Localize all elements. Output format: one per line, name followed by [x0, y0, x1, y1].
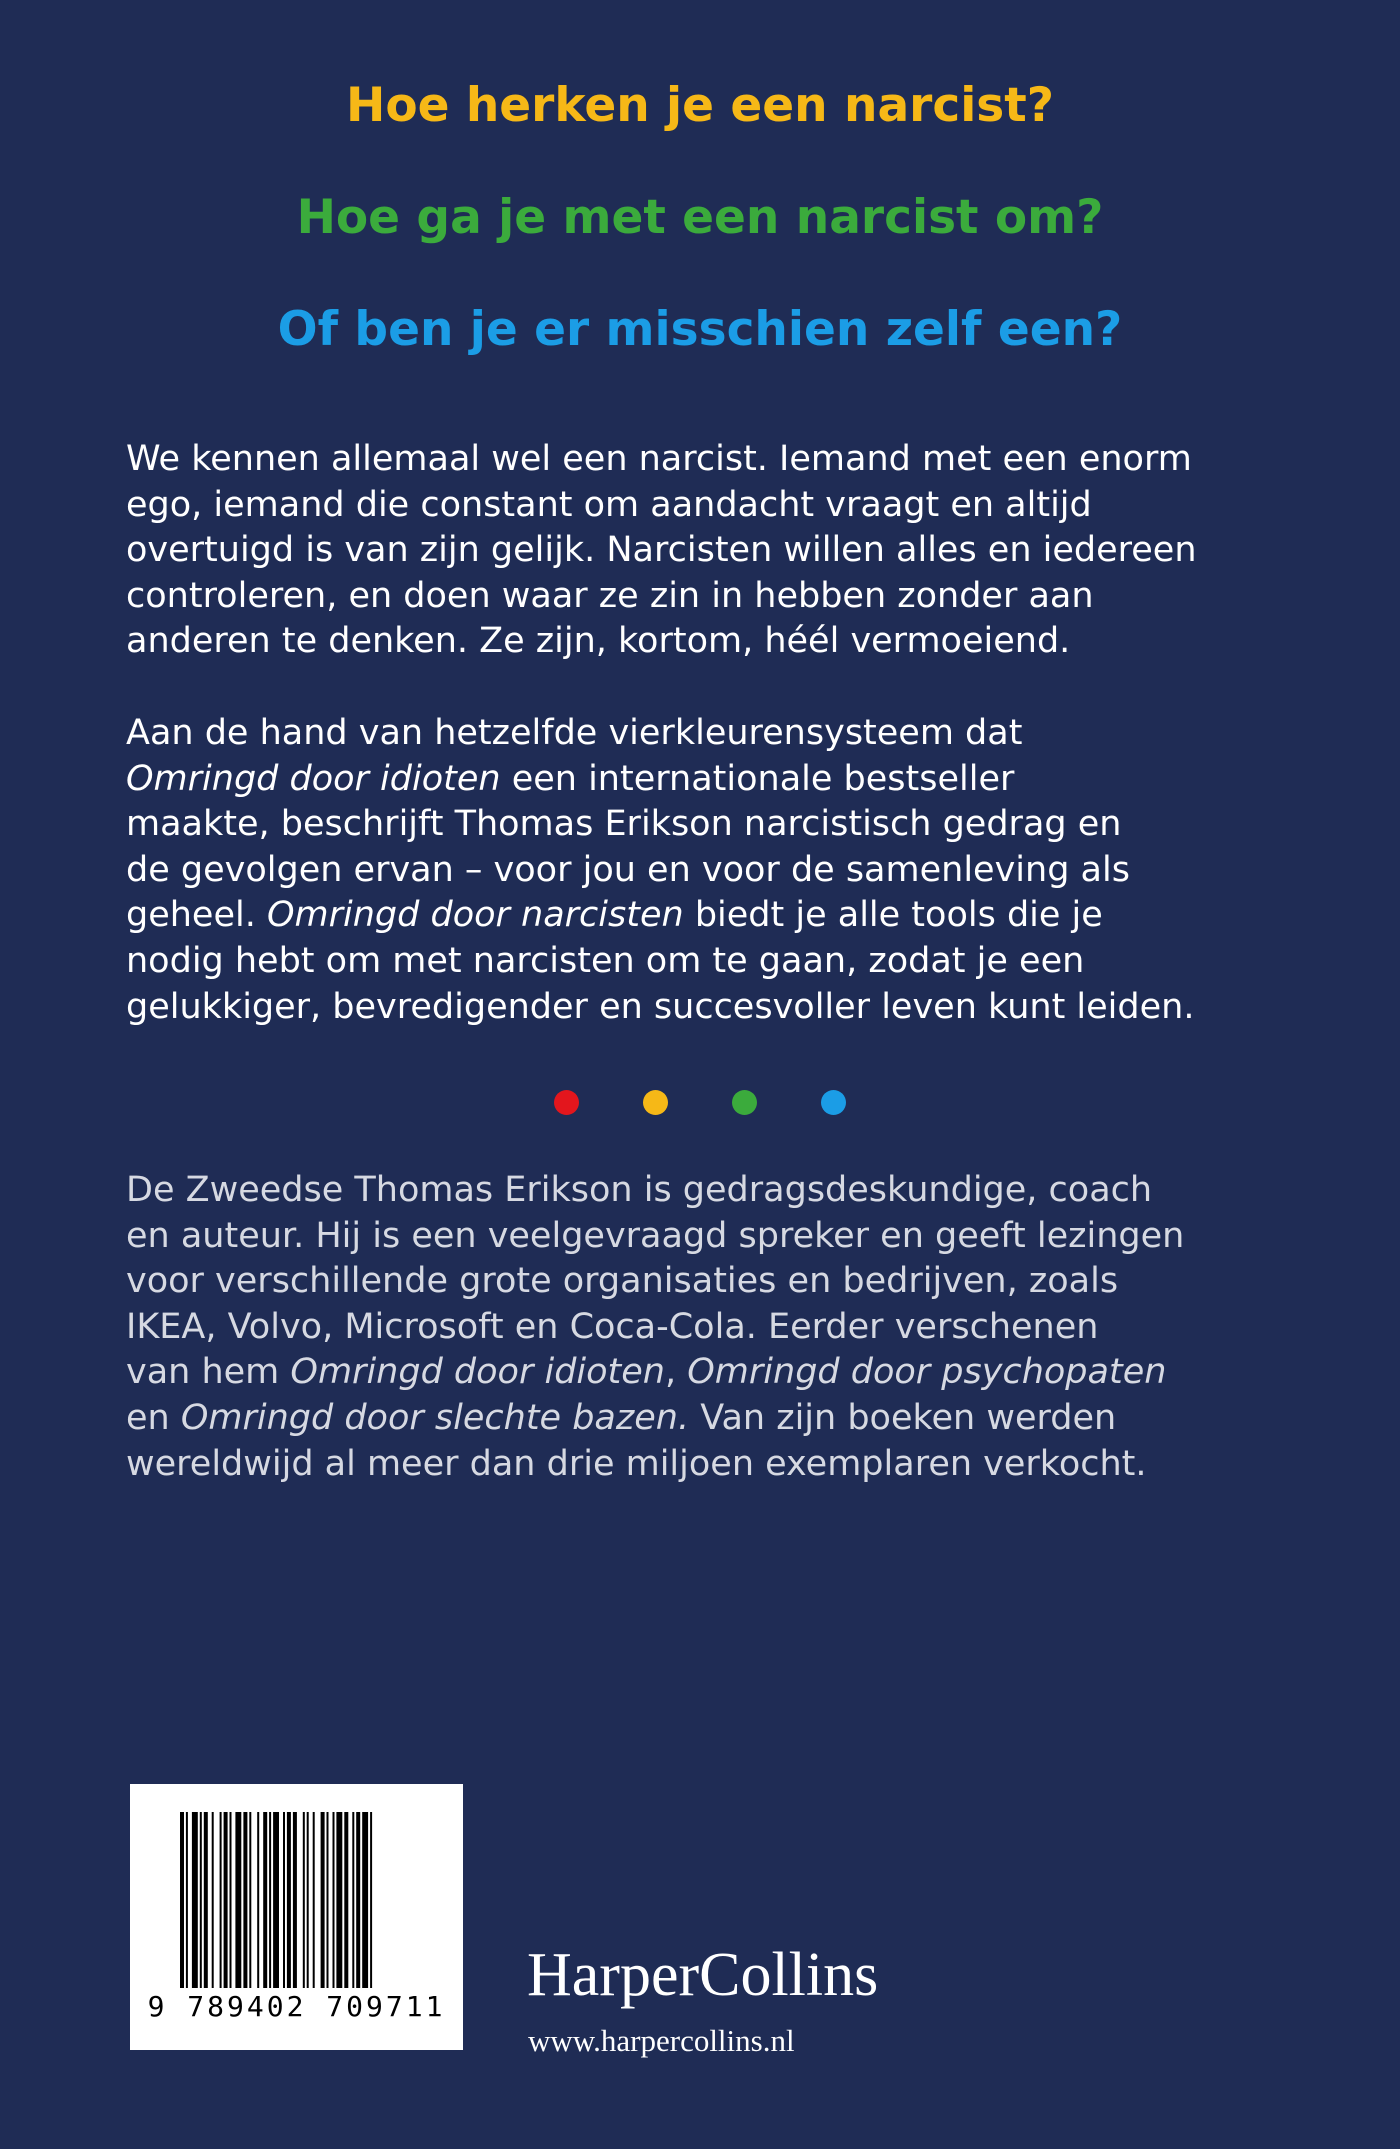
- bio-line: [126, 1350, 1286, 1396]
- barcode-bar: [321, 1812, 325, 1988]
- intro-line: overtuigd is van zijn gelijk. Narcisten willen alles en iedereen: [126, 530, 1197, 571]
- book-title-italic: Omringd door psychopaten: [687, 1352, 1167, 1393]
- bio-line: De Zweedse Thomas Erikson is gedragsdeskundige, coach: [126, 1170, 1153, 1210]
- barcode-bar: [303, 1812, 305, 1988]
- bio-text: en: [126, 1397, 181, 1438]
- bio-text: ,: [664, 1352, 688, 1393]
- barcode-bar: [307, 1812, 309, 1988]
- barcode-bar: [186, 1812, 188, 1988]
- barcode-bar: [362, 1812, 368, 1988]
- publisher-logo: HarperCollins: [527, 1941, 879, 2009]
- bio-line: [126, 1396, 1286, 1442]
- yellow-dot: [643, 1090, 668, 1115]
- book-title-italic: Omringd door idioten: [126, 758, 501, 799]
- barcode-bar: [352, 1812, 354, 1988]
- isbn-number: 9 789402 709711: [147, 1990, 446, 2023]
- book-title-italic: Omringd door slechte bazen.: [180, 1397, 690, 1438]
- description-line: maakte, beschrijft Thomas Erikson narcistisch gedrag en: [126, 804, 1122, 845]
- barcode-bar: [257, 1812, 259, 1988]
- barcode-bar: [200, 1812, 202, 1988]
- headline-3: Of ben je er misschien zelf een?: [277, 302, 1123, 357]
- description-line: nodig hebt om met narcisten om te gaan, zodat je een: [126, 940, 1085, 981]
- barcode-bar: [180, 1812, 184, 1988]
- headline-1: Hoe herken je een narcist?: [345, 78, 1055, 133]
- description-text: een internationale bestseller: [500, 758, 1015, 799]
- bio-line: wereldwijd al meer dan drie miljoen exemplaren verkocht.: [126, 1443, 1147, 1484]
- barcode-bar: [220, 1812, 222, 1988]
- barcode-bar: [370, 1812, 372, 1988]
- description-text: geheel.: [126, 895, 267, 936]
- blue-dot: [821, 1090, 846, 1115]
- bio-text: van hem: [126, 1352, 291, 1393]
- barcode-bar: [212, 1812, 214, 1988]
- barcode-bar: [273, 1812, 279, 1988]
- barcode-bar: [283, 1812, 285, 1988]
- red-dot: [554, 1090, 579, 1115]
- barcode-bar: [333, 1812, 335, 1988]
- barcode: [130, 1784, 463, 2050]
- intro-line: anderen te denken. Ze zijn, kortom, héél vermoeiend.: [126, 621, 1071, 662]
- barcode-bar: [287, 1812, 291, 1988]
- barcode-bar: [263, 1812, 267, 1988]
- description-line: [126, 757, 1286, 803]
- description-line: [126, 893, 1286, 939]
- book-title-italic: Omringd door narcisten: [266, 895, 684, 936]
- barcode-bar: [243, 1812, 247, 1988]
- description-text: biedt je alle tools die je: [683, 895, 1103, 936]
- bio-line: IKEA, Volvo, Microsoft en Coca-Cola. Eerder verschenen: [126, 1306, 1099, 1347]
- barcode-bar: [356, 1812, 360, 1988]
- barcode-bar: [249, 1812, 251, 1988]
- intro-paragraph: [126, 437, 1286, 665]
- barcode-bar: [224, 1812, 228, 1988]
- barcode-bar: [230, 1812, 232, 1988]
- barcode-bar: [235, 1812, 241, 1988]
- intro-line: ego, iemand die constant om aandacht vraagt en altijd: [126, 484, 1092, 525]
- headline-2: Hoe ga je met een narcist om?: [296, 190, 1104, 245]
- barcode-bar: [344, 1812, 348, 1988]
- barcode-bar: [269, 1812, 271, 1988]
- barcode-bar: [336, 1812, 342, 1988]
- bio-line: voor verschillende grote organisaties en bedrijven, zoals: [126, 1261, 1119, 1302]
- intro-line: We kennen allemaal wel een narcist. Iemand met een enorm: [126, 439, 1192, 479]
- publisher-website: www.harpercollins.nl: [528, 2023, 795, 2058]
- description-line: Aan de hand van hetzelfde vierkleurensysteem dat: [126, 713, 1023, 753]
- bio-text: Van zijn boeken werden: [689, 1397, 1117, 1438]
- intro-line: controleren, en doen waar ze zin in hebben zonder aan: [126, 575, 1094, 616]
- barcode-bar: [293, 1812, 297, 1988]
- barcode-bar: [327, 1812, 329, 1988]
- barcode-bar: [192, 1812, 198, 1988]
- green-dot: [732, 1090, 757, 1115]
- description-line: gelukkiger, bevredigender en succesvoller leven kunt leiden.: [126, 986, 1195, 1027]
- description-paragraph: [126, 711, 1286, 1030]
- author-bio-paragraph: [126, 1168, 1286, 1487]
- barcode-bar: [204, 1812, 208, 1988]
- book-title-italic: Omringd door idioten: [290, 1352, 665, 1393]
- bio-line: en auteur. Hij is een veelgevraagd spreker en geeft lezingen: [126, 1215, 1185, 1256]
- color-dots: [0, 1090, 1400, 1115]
- barcode-bar: [313, 1812, 315, 1988]
- description-line: de gevolgen ervan – voor jou en voor de samenleving als: [126, 849, 1130, 890]
